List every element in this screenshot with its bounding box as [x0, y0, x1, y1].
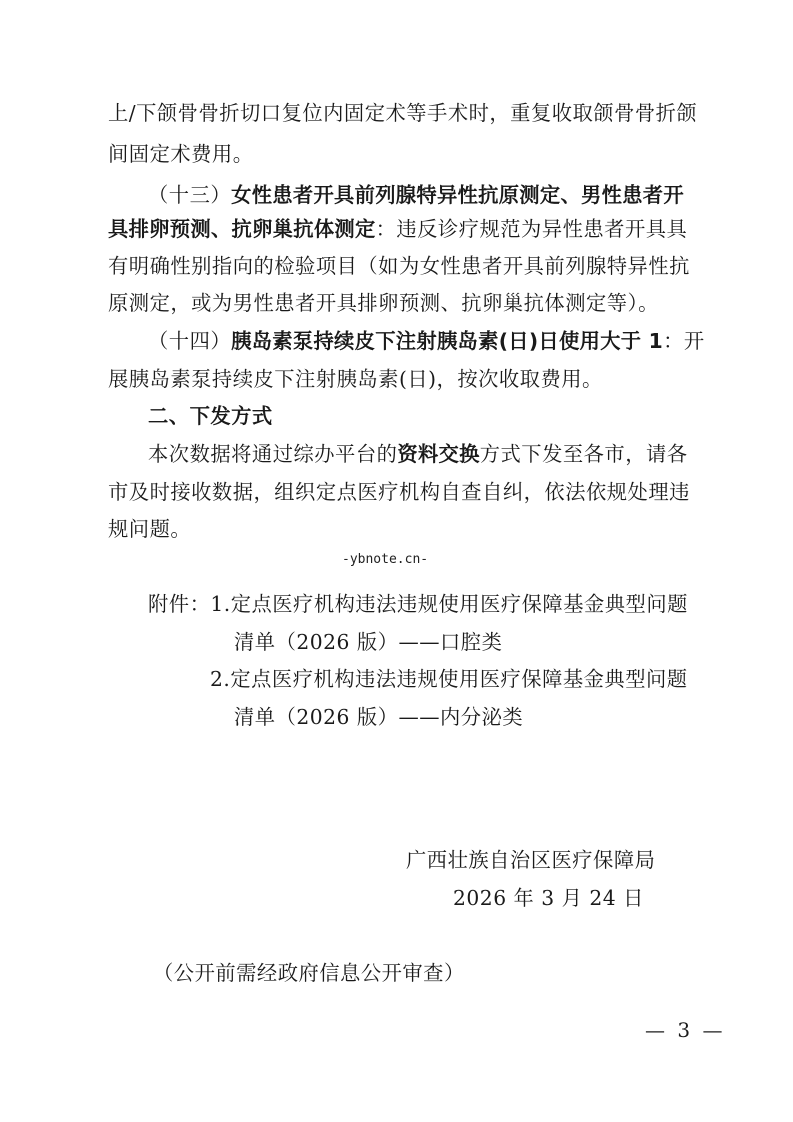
page-number: — 3 —	[645, 1018, 726, 1042]
attachment-item-1-cont: 清单（2026 版）——口腔类	[234, 630, 503, 654]
attachment-item-2-cont: 清单（2026 版）——内分泌类	[234, 705, 524, 729]
section-2-line-1	[148, 441, 748, 467]
attachment-line-1	[148, 591, 748, 617]
signature-date: 2026 年 3 月 24 日	[453, 886, 644, 910]
attachment-label: 附件：	[148, 592, 211, 616]
item-14-title: 胰岛素泵持续皮下注射胰岛素(日)日使用大于 1	[231, 329, 664, 353]
item-13-prefix: （十三）	[148, 183, 232, 207]
body-line: 有明确性别指向的检验项目（如为女性患者开具前列腺特异性抗	[108, 254, 690, 278]
item-13-heading-line	[148, 182, 748, 208]
body-line: 间固定术费用。	[108, 142, 254, 166]
item-13-line-2	[108, 216, 708, 242]
item-13-title-cont: 具排卵预测、抗卵巢抗体测定	[108, 217, 376, 241]
section-2-bold: 资料交换	[397, 442, 480, 466]
watermark-text: -ybnote.cn-	[342, 552, 429, 567]
item-13-text: ：违反诊疗规范为异性患者开具具	[375, 217, 688, 241]
attachment-item-1: 1.定点医疗机构违法违规使用医疗保障基金典型问题	[210, 592, 688, 616]
item-13-title: 女性患者开具前列腺特异性抗原测定、男性患者开	[231, 183, 684, 207]
section-2-text: 本次数据将通过综办平台的	[148, 442, 398, 466]
item-14-text: ：开	[663, 329, 705, 353]
section-2-heading: 二、下发方式	[148, 404, 273, 428]
body-line: 上/下颌骨骨折切口复位内固定术等手术时，重复收取颌骨骨折颌	[108, 101, 698, 125]
disclosure-note: （公开前需经政府信息公开审查）	[153, 961, 465, 985]
body-line: 规问题。	[108, 517, 192, 541]
signature-organization: 广西壮族自治区医疗保障局	[406, 848, 656, 872]
body-line: 原测定，或为男性患者开具排卵预测、抗卵巢抗体测定等）。	[108, 291, 659, 315]
body-line: 市及时接收数据，组织定点医疗机构自查自纠，依法依规处理违	[108, 480, 690, 504]
body-line: 展胰岛素泵持续皮下注射胰岛素(日)，按次收取费用。	[108, 367, 603, 391]
item-14-heading-line	[148, 328, 748, 354]
attachment-item-2: 2.定点医疗机构违法违规使用医疗保障基金典型问题	[210, 667, 688, 691]
item-14-prefix: （十四）	[148, 329, 232, 353]
section-2-text: 方式下发至各市，请各	[479, 442, 688, 466]
